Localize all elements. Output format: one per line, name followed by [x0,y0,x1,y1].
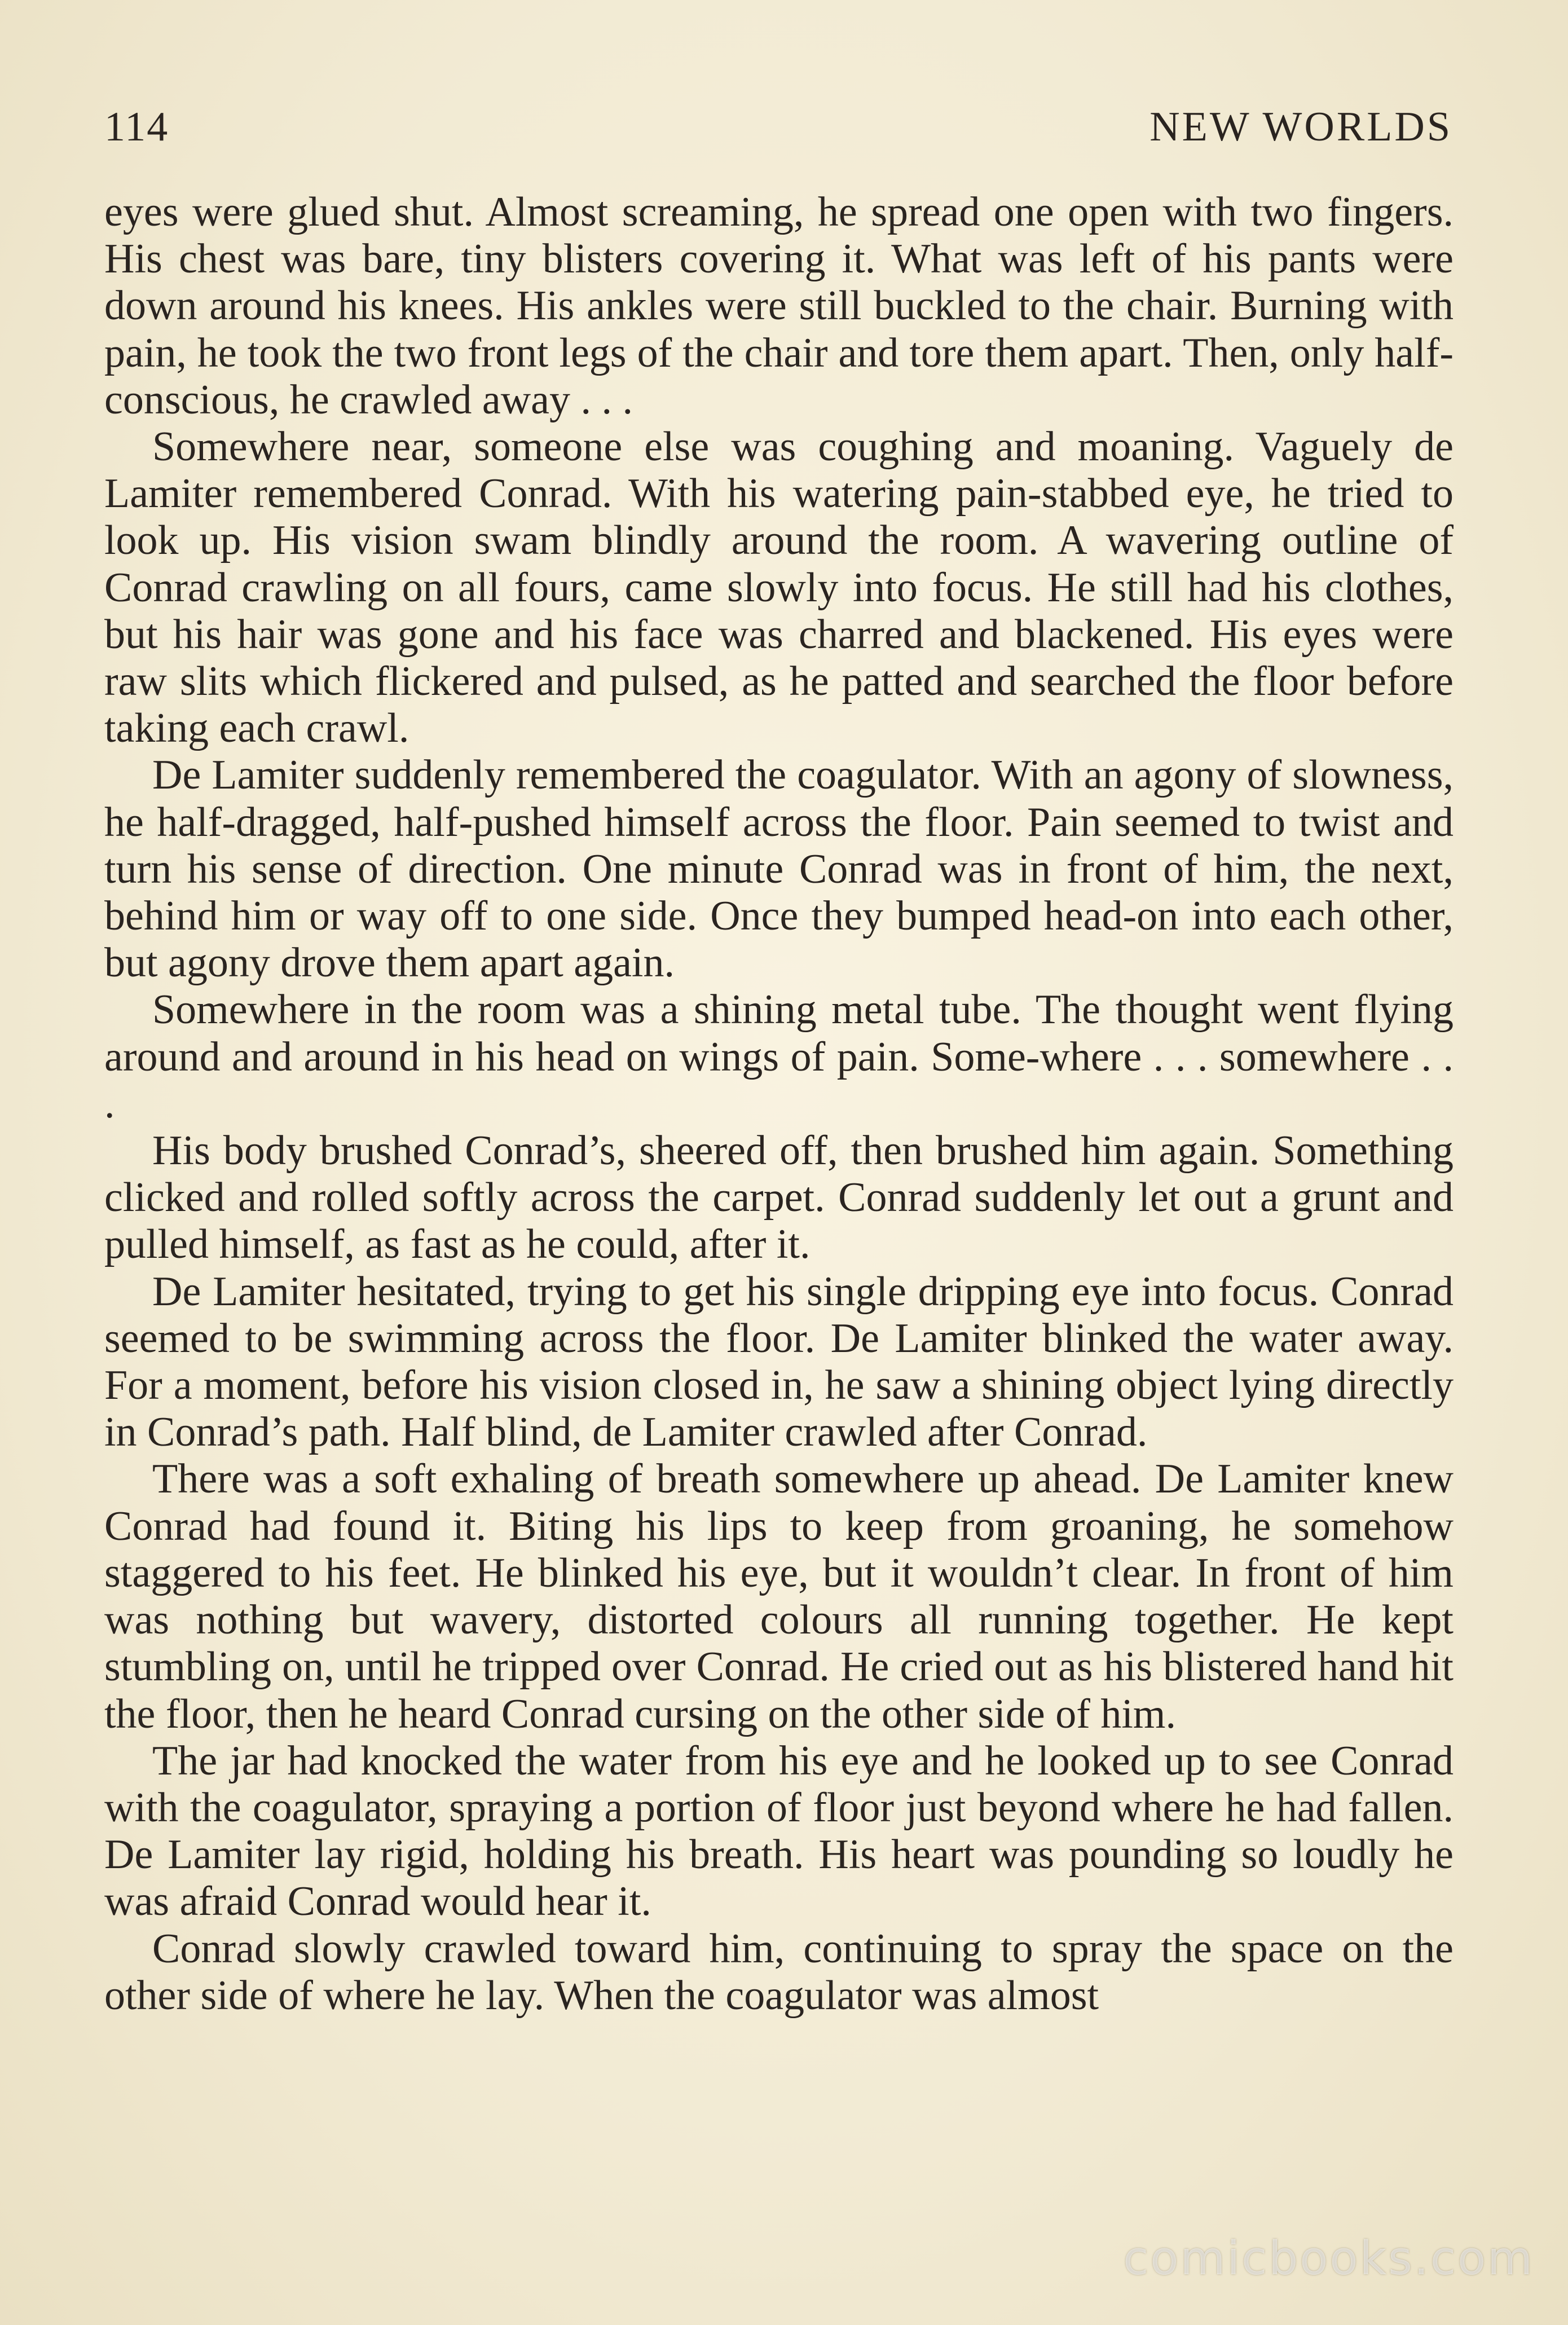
paragraph-6: De Lamiter hesitated, trying to get his single dripping eye into focus. Conrad seemed to be swimming across the floor. De Lamiter blinked the water away. For a moment, before his vision closed in, he saw a shining object lying directly in Conrad’s path. Half blind, de Lamiter crawled after Conrad. [104,1268,1454,1456]
page-number: 114 [104,103,169,150]
paragraph-1: eyes were glued shut. Almost screaming, he spread one open with two fingers. His chest was bare, tiny blisters covering it. What was left of his pants were down around his knees. His ankles were still buckled to the chair. Burning with pain, he took the two front legs of the chair and tore them apart. Then, only half-conscious, he crawled away . . . [104,189,1454,423]
paragraph-4: Somewhere in the room was a shining metal tube. The thought went flying around and around in his head on wings of pain. Some-where . . . somewhere . . . [104,987,1454,1127]
watermark: comicbooks.com [1123,2232,1534,2286]
paragraph-9: Conrad slowly crawled toward him, continuing to spray the space on the other side of where he lay. When the coagulator was almost [104,1925,1454,2019]
paragraph-2: Somewhere near, someone else was coughing and moaning. Vaguely de Lamiter remembered Conrad. With his watering pain-stabbed eye, he tried to look up. His vision swam blindly around the room. A wavering outline of Conrad crawling on all fours, came slowly into focus. He still had his clothes, but his hair was gone and his face was charred and blackened. His eyes were raw slits which flickered and pulsed, as he patted and searched the floor before taking each crawl. [104,424,1454,752]
running-title: NEW WORLDS [1149,103,1452,150]
paragraph-7: There was a soft exhaling of breath somewhere up ahead. De Lamiter knew Conrad had found it. Biting his lips to keep from groaning, he somehow staggered to his feet. He blinked his eye, but it wouldn’t clear. In front of him was nothing but wavery, distorted colours all running together. He kept stumbling on, until he tripped over Conrad. He cried out as his blistered hand hit the floor, then he heard Conrad cursing on the other side of him. [104,1456,1454,1737]
page-header [104,96,1452,158]
paragraph-5: His body brushed Conrad’s, sheered off, then brushed him again. Something clicked and rolled softly across the carpet. Conrad suddenly let out a grunt and pulled himself, as fast as he could, after it. [104,1128,1454,1268]
body-text [104,189,1454,2019]
paragraph-8: The jar had knocked the water from his eye and he looked up to see Conrad with the coagulator, spraying a portion of floor just beyond where he had fallen. De Lamiter lay rigid, holding his breath. His heart was pounding so loudly he was afraid Conrad would hear it. [104,1737,1454,1925]
paragraph-3: De Lamiter suddenly remembered the coagulator. With an agony of slowness, he half-dragged, half-pushed himself across the floor. Pain seemed to twist and turn his sense of direction. One minute Conrad was in front of him, the next, behind him or way off to one side. Once they bumped head-on into each other, but agony drove them apart again. [104,752,1454,987]
